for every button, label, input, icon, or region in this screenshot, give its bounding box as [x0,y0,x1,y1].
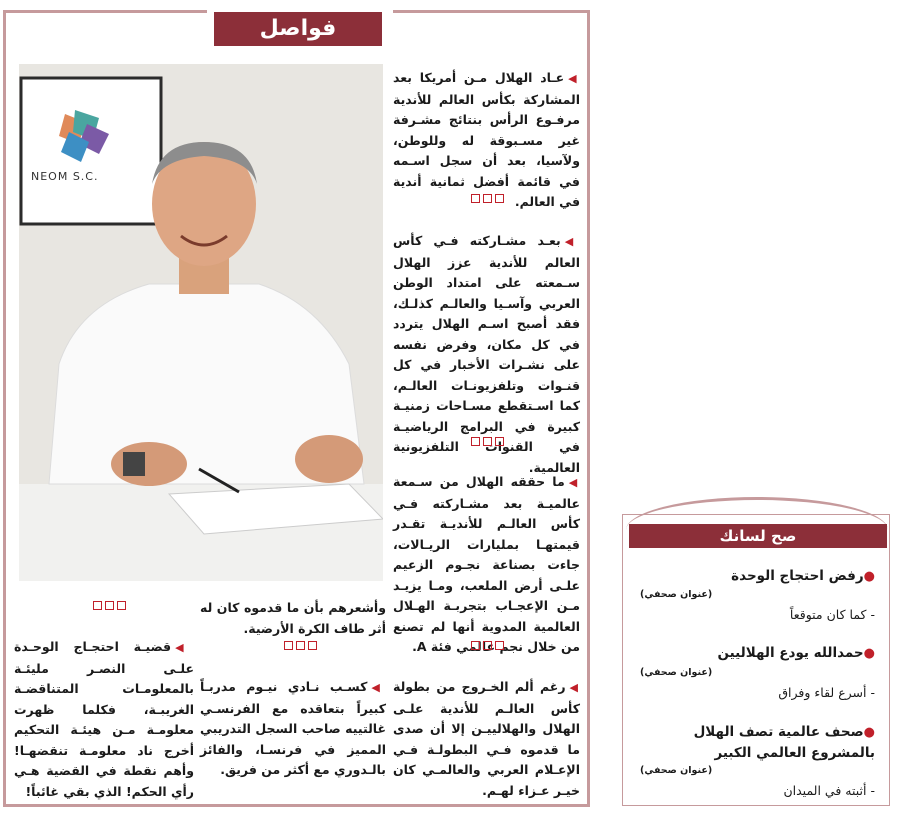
bullet-icon: ◀ [564,235,580,248]
paragraph-text: ما حققه الهلال من سـمعة عالميـة بعد مشـاركته فـي كأس العالـم للأنديـة تقـدر قيمتهـا بمليارات الريـالات، جاءت بصناعة نجـوم الزعيم علـى أرض الملعب، ومـا يزيـد مـن الإعجـاب بتجربـة الهـلال العالمية المدوية أنها لم تصنع من خلال نجم عالمي فئة A. [393,474,580,654]
news-item-headline: ●رفض احتجاج الوحدة [731,568,875,584]
news-item-source: (عنوان صحفي) [640,589,713,600]
paragraph-text: عـاد الهلال مـن أمريكا بعد المشاركة بكأس العالم للأندية مرفـوع الرأس بنتائج مشـرفة غير مسـبوقة له وللوطن، ولآسيا، بعد أن سجل اسـمه في قائمة أفضل ثمانية أندية في العالم. [393,70,580,209]
news-item-headline: ●صحف عالمية تصف الهلال بالمشروع العالمي الكبير [693,724,875,761]
separator [471,437,504,446]
news-item-source: (عنوان صحفي) [640,765,713,776]
bullet-icon: ◀ [175,641,194,654]
photo-illustration [19,64,383,581]
paragraph-6 [200,677,386,781]
dot-icon: ● [863,725,875,740]
news-item-quote: - أسرع لقاء وفراق [778,685,875,700]
news-item-source: (عنوان صحفي) [640,667,713,678]
separator [284,641,317,650]
paragraph-text: بعـد مشـاركته فـي كأس العالم للأندية عزز الهلال سـمعته على امتداد الوطن العربي وآسـيا والعالـم كذلـك، فقد أصبح اسـم الهلال يتردد في كل مكان، وفرض نفسه على نشـرات الأخبار في كل قنـوات وتلفزيونـات العالـم، كما اسـتقطع مسـاحات زمنيـة كبيرة في البرامج الرياضيـة في القنوات التلفزيونية العالمية. [393,233,580,475]
paragraph-7 [14,637,194,802]
dot-icon: ● [863,646,875,661]
paragraph-text: قضيـة احتجـاج الوحـدة علـى النصـر مليئـة بالمعلومـات المتناقضـة الغريبـة، فكلما ظهرت معلومـة مـن هيئـة التحكيم أخرج ناد معلومـة تنقضهـا! وأهم نقطة في القضية هـي رأي الحكم! الذي بقي غائباً! [14,639,194,799]
paragraph-3 [393,472,580,658]
bullet-icon: ◀ [569,681,580,694]
bullet-icon: ◀ [371,681,386,694]
neom-logo-text: NEOM S.C. [31,170,99,183]
section-title: فواصل [214,12,382,46]
news-item-quote: - كما كان متوقعاً [789,607,875,622]
paragraph-text: وأشعرهم بأن ما قدموه كان له أثر طاف الكرة الأرضية. [200,600,386,636]
article-photo [19,64,383,581]
separator [471,641,504,650]
paragraph-5 [200,598,386,639]
dot-icon: ● [863,569,875,584]
paragraph-1 [393,68,580,213]
separator [471,194,504,203]
bullet-icon: ◀ [568,72,580,85]
paragraph-4 [393,677,580,801]
news-item-quote: - أثبته في الميدان [783,783,875,798]
paragraph-text: رغم ألم الخـروج من بطولة كأس العالـم للأندية علـى الهلال والهلالييـن إلا أن صدى ما قدموه فـي البطولـة فـي الإعـلام العربي والعالمـي كان خيـر عـزاء لهـم. [393,679,580,798]
news-box-title: صح لسانك [629,524,887,548]
separator [93,601,126,610]
paragraph-text: كسـب نـادي نيـوم مدربـاً كبيراً بتعاقده مع الفرنسـي غالتييه صاحب السجل التدريبي المميز في فرنسـا، والفائز بالـدوري مع أكثر من فريق. [200,679,386,777]
bullet-icon: ◀ [568,476,580,489]
news-item-headline: ●حمدالله يودع الهلاليين [717,645,875,661]
